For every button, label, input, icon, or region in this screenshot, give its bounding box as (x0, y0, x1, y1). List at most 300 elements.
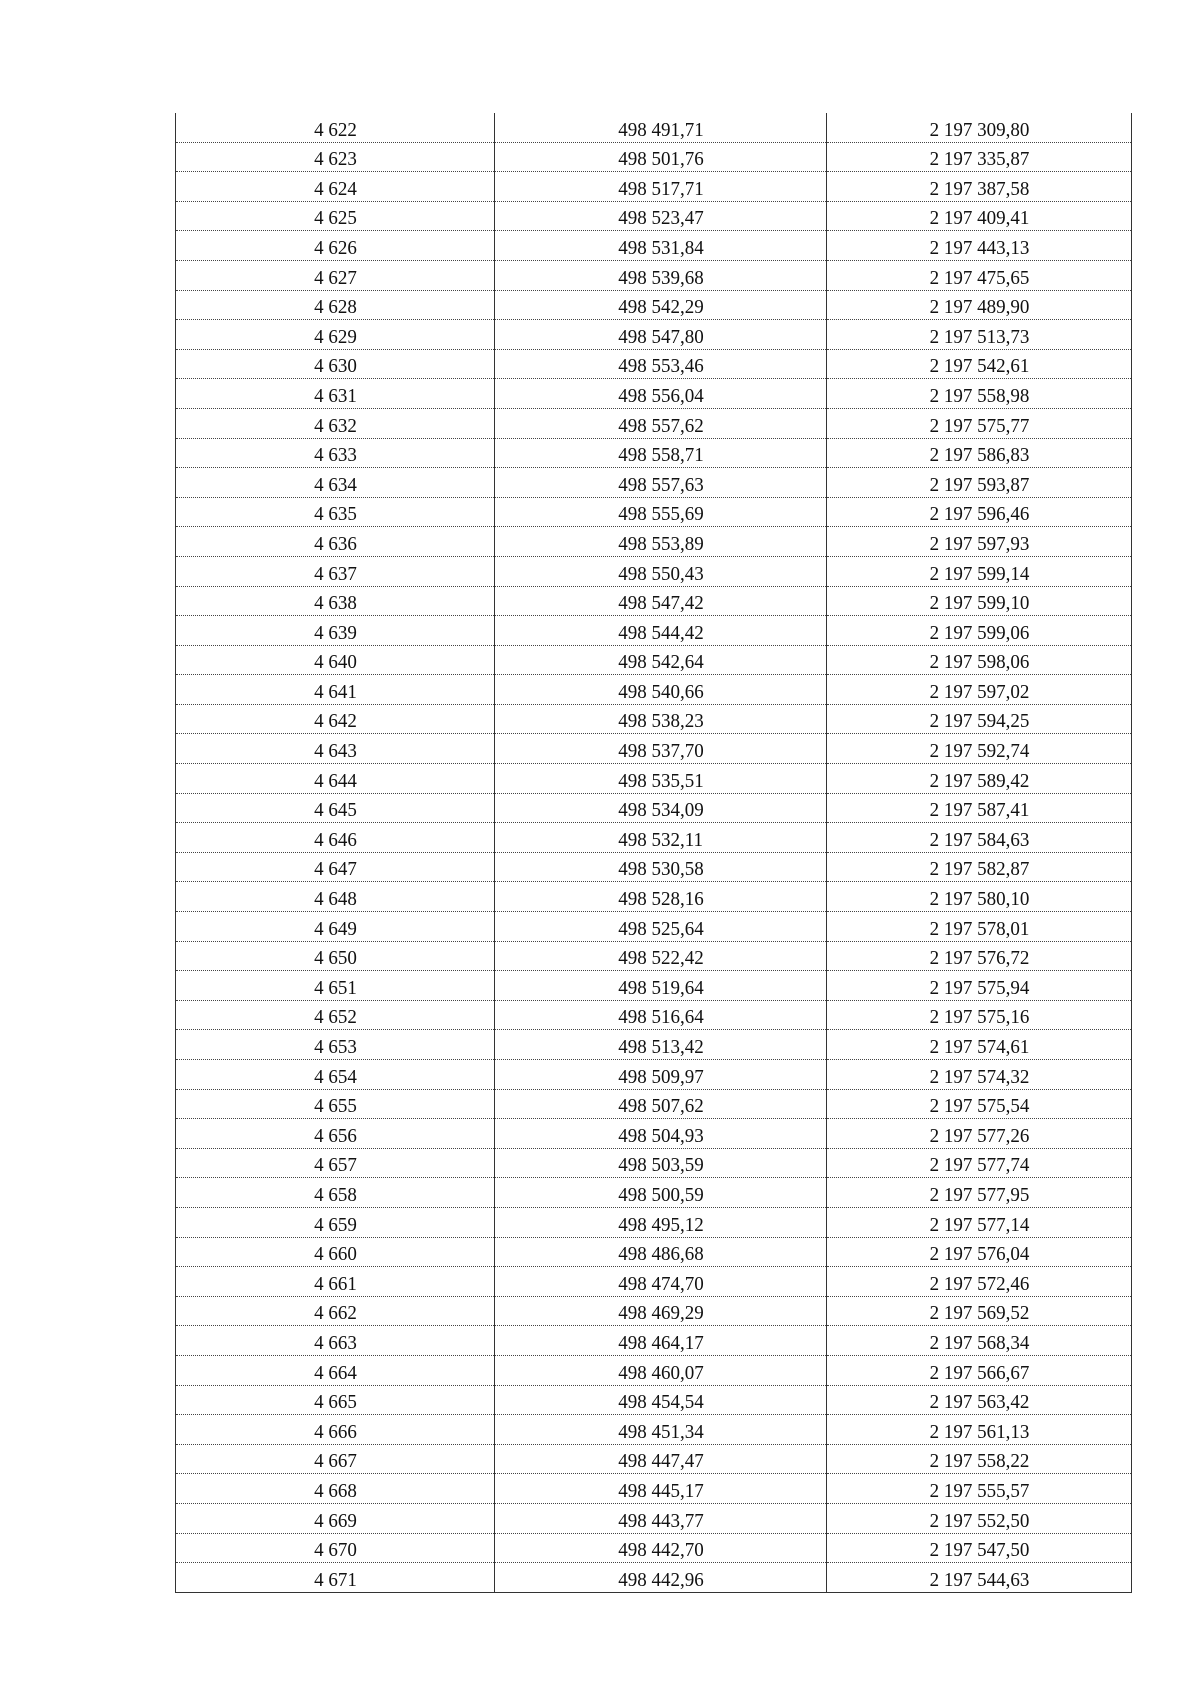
point-number-cell-value: 4 626 (313, 236, 357, 259)
point-number-cell (176, 497, 495, 527)
table-row (176, 823, 1132, 853)
table-row (176, 1089, 1132, 1119)
point-number-cell (176, 438, 495, 468)
x-coordinate-cell (495, 1533, 827, 1563)
x-coordinate-cell (495, 290, 827, 320)
x-coordinate-cell (495, 1148, 827, 1178)
y-coordinate-cell (827, 1355, 1132, 1385)
point-number-cell-value: 4 659 (313, 1213, 357, 1236)
x-coordinate-cell-value: 498 547,80 (617, 325, 704, 348)
point-number-cell-value: 4 671 (313, 1568, 357, 1591)
table-row (176, 675, 1132, 705)
y-coordinate-cell (827, 941, 1132, 971)
x-coordinate-cell-value: 498 555,69 (617, 503, 704, 526)
x-coordinate-cell-value: 498 534,09 (617, 799, 704, 822)
x-coordinate-cell-value: 498 486,68 (617, 1243, 704, 1266)
table-row (176, 556, 1132, 586)
point-number-cell (176, 1444, 495, 1474)
point-number-cell (176, 852, 495, 882)
x-coordinate-cell-value: 498 544,42 (617, 621, 704, 644)
y-coordinate-cell (827, 882, 1132, 912)
table-row (176, 1207, 1132, 1237)
x-coordinate-cell (495, 142, 827, 172)
table-row (176, 1474, 1132, 1504)
x-coordinate-cell (495, 1474, 827, 1504)
x-coordinate-cell (495, 1119, 827, 1149)
x-coordinate-cell (495, 1267, 827, 1297)
coordinates-table-body (176, 113, 1132, 1592)
y-coordinate-cell-value: 2 197 568,34 (929, 1331, 1029, 1354)
point-number-cell-value: 4 625 (313, 207, 357, 230)
y-coordinate-cell-value: 2 197 513,73 (929, 325, 1029, 348)
y-coordinate-cell-value: 2 197 475,65 (929, 266, 1029, 289)
y-coordinate-cell-value: 2 197 566,67 (929, 1361, 1029, 1384)
y-coordinate-cell (827, 408, 1132, 438)
point-number-cell (176, 1474, 495, 1504)
point-number-cell (176, 941, 495, 971)
point-number-cell-value: 4 644 (313, 769, 357, 792)
x-coordinate-cell-value: 498 539,68 (617, 266, 704, 289)
point-number-cell-value: 4 632 (313, 414, 357, 437)
point-number-cell-value: 4 650 (313, 947, 357, 970)
y-coordinate-cell-value: 2 197 582,87 (929, 858, 1029, 881)
x-coordinate-cell-value: 498 547,42 (617, 592, 704, 615)
y-coordinate-cell (827, 379, 1132, 409)
y-coordinate-cell (827, 260, 1132, 290)
x-coordinate-cell (495, 912, 827, 942)
point-number-cell-value: 4 657 (313, 1154, 357, 1177)
point-number-cell (176, 882, 495, 912)
x-coordinate-cell-value: 498 442,96 (617, 1568, 704, 1591)
y-coordinate-cell-value: 2 197 584,63 (929, 828, 1029, 851)
point-number-cell-value: 4 640 (313, 651, 357, 674)
y-coordinate-cell-value: 2 197 598,06 (929, 651, 1029, 674)
point-number-cell (176, 1119, 495, 1149)
x-coordinate-cell-value: 498 535,51 (617, 769, 704, 792)
point-number-cell-value: 4 637 (313, 562, 357, 585)
point-number-cell-value: 4 655 (313, 1095, 357, 1118)
point-number-cell (176, 527, 495, 557)
x-coordinate-cell-value: 498 443,77 (617, 1509, 704, 1532)
x-coordinate-cell (495, 1237, 827, 1267)
y-coordinate-cell (827, 497, 1132, 527)
y-coordinate-cell-value: 2 197 575,77 (929, 414, 1029, 437)
y-coordinate-cell (827, 704, 1132, 734)
y-coordinate-cell (827, 290, 1132, 320)
x-coordinate-cell-value: 498 501,76 (617, 148, 704, 171)
y-coordinate-cell (827, 468, 1132, 498)
y-coordinate-cell-value: 2 197 575,16 (929, 1006, 1029, 1029)
table-row (176, 793, 1132, 823)
table-row (176, 704, 1132, 734)
table-row (176, 971, 1132, 1001)
table-row (176, 912, 1132, 942)
point-number-cell (176, 734, 495, 764)
table-row (176, 882, 1132, 912)
x-coordinate-cell (495, 1563, 827, 1593)
y-coordinate-cell (827, 1444, 1132, 1474)
x-coordinate-cell-value: 498 530,58 (617, 858, 704, 881)
point-number-cell-value: 4 641 (313, 680, 357, 703)
point-number-cell (176, 172, 495, 202)
x-coordinate-cell (495, 1089, 827, 1119)
y-coordinate-cell (827, 1178, 1132, 1208)
x-coordinate-cell-value: 498 542,64 (617, 651, 704, 674)
table-row (176, 852, 1132, 882)
y-coordinate-cell-value: 2 197 575,94 (929, 976, 1029, 999)
y-coordinate-cell (827, 1000, 1132, 1030)
point-number-cell-value: 4 629 (313, 325, 357, 348)
x-coordinate-cell (495, 527, 827, 557)
point-number-cell (176, 1060, 495, 1090)
x-coordinate-cell (495, 1503, 827, 1533)
x-coordinate-cell-value: 498 469,29 (617, 1302, 704, 1325)
table-row (176, 260, 1132, 290)
table-row (176, 1533, 1132, 1563)
x-coordinate-cell-value: 498 537,70 (617, 740, 704, 763)
table-row (176, 1563, 1132, 1593)
y-coordinate-cell (827, 1119, 1132, 1149)
table-row (176, 1444, 1132, 1474)
point-number-cell-value: 4 670 (313, 1539, 357, 1562)
x-coordinate-cell-value: 498 454,54 (617, 1391, 704, 1414)
x-coordinate-cell (495, 704, 827, 734)
y-coordinate-cell-value: 2 197 577,74 (929, 1154, 1029, 1177)
x-coordinate-cell-value: 498 556,04 (617, 384, 704, 407)
table-row (176, 231, 1132, 261)
y-coordinate-cell-value: 2 197 597,02 (929, 680, 1029, 703)
x-coordinate-cell (495, 734, 827, 764)
x-coordinate-cell (495, 379, 827, 409)
y-coordinate-cell-value: 2 197 569,52 (929, 1302, 1029, 1325)
point-number-cell (176, 1000, 495, 1030)
coordinates-table (175, 113, 1132, 1593)
x-coordinate-cell-value: 498 540,66 (617, 680, 704, 703)
table-row (176, 941, 1132, 971)
point-number-cell-value: 4 661 (313, 1272, 357, 1295)
y-coordinate-cell-value: 2 197 544,63 (929, 1568, 1029, 1591)
x-coordinate-cell-value: 498 513,42 (617, 1036, 704, 1058)
x-coordinate-cell-value: 498 538,23 (617, 710, 704, 733)
x-coordinate-cell (495, 971, 827, 1001)
x-coordinate-cell (495, 497, 827, 527)
table-row (176, 527, 1132, 557)
x-coordinate-cell-value: 498 550,43 (617, 562, 704, 585)
y-coordinate-cell-value: 2 197 597,93 (929, 532, 1029, 555)
table-row (176, 468, 1132, 498)
x-coordinate-cell-value: 498 464,17 (617, 1331, 704, 1354)
y-coordinate-cell (827, 1503, 1132, 1533)
point-number-cell-value: 4 647 (313, 858, 357, 881)
point-number-cell (176, 971, 495, 1001)
x-coordinate-cell (495, 113, 827, 142)
y-coordinate-cell (827, 113, 1132, 142)
y-coordinate-cell (827, 1415, 1132, 1445)
point-number-cell-value: 4 645 (313, 799, 357, 822)
table-row (176, 379, 1132, 409)
point-number-cell-value: 4 627 (313, 266, 357, 289)
point-number-cell-value: 4 651 (313, 976, 357, 999)
table-row (176, 497, 1132, 527)
y-coordinate-cell (827, 1237, 1132, 1267)
x-coordinate-cell-value: 498 491,71 (617, 118, 704, 141)
table-row (176, 201, 1132, 231)
y-coordinate-cell (827, 1533, 1132, 1563)
x-coordinate-cell (495, 1000, 827, 1030)
point-number-cell (176, 408, 495, 438)
point-number-cell-value: 4 639 (313, 621, 357, 644)
y-coordinate-cell (827, 231, 1132, 261)
x-coordinate-cell-value: 498 503,59 (617, 1154, 704, 1177)
table-row (176, 1148, 1132, 1178)
x-coordinate-cell (495, 201, 827, 231)
y-coordinate-cell-value: 2 197 572,46 (929, 1272, 1029, 1295)
y-coordinate-cell (827, 1385, 1132, 1415)
point-number-cell (176, 113, 495, 142)
point-number-cell (176, 912, 495, 942)
x-coordinate-cell (495, 1207, 827, 1237)
table-row (176, 1385, 1132, 1415)
x-coordinate-cell (495, 556, 827, 586)
point-number-cell (176, 793, 495, 823)
y-coordinate-cell (827, 793, 1132, 823)
x-coordinate-cell (495, 438, 827, 468)
point-number-cell-value: 4 628 (313, 296, 357, 319)
point-number-cell-value: 4 669 (313, 1509, 357, 1532)
x-coordinate-cell (495, 616, 827, 646)
point-number-cell-value: 4 635 (313, 503, 357, 526)
point-number-cell (176, 1415, 495, 1445)
point-number-cell-value: 4 643 (313, 740, 357, 763)
y-coordinate-cell-value: 2 197 593,87 (929, 473, 1029, 496)
y-coordinate-cell (827, 201, 1132, 231)
x-coordinate-cell-value: 498 558,71 (617, 444, 704, 467)
y-coordinate-cell (827, 320, 1132, 350)
point-number-cell (176, 1237, 495, 1267)
table-row (176, 1326, 1132, 1356)
table-row (176, 645, 1132, 675)
y-coordinate-cell (827, 1207, 1132, 1237)
point-number-cell-value: 4 634 (313, 473, 357, 496)
point-number-cell-value: 4 648 (313, 888, 357, 911)
table-row (176, 320, 1132, 350)
y-coordinate-cell (827, 1030, 1132, 1060)
x-coordinate-cell-value: 498 495,12 (617, 1213, 704, 1236)
y-coordinate-cell-value: 2 197 558,22 (929, 1450, 1029, 1473)
x-coordinate-cell (495, 793, 827, 823)
point-number-cell-value: 4 624 (313, 177, 357, 200)
y-coordinate-cell-value: 2 197 574,61 (929, 1036, 1029, 1058)
x-coordinate-cell (495, 1296, 827, 1326)
x-coordinate-cell (495, 1326, 827, 1356)
x-coordinate-cell-value: 498 557,62 (617, 414, 704, 437)
point-number-cell-value: 4 633 (313, 444, 357, 467)
x-coordinate-cell-value: 498 531,84 (617, 236, 704, 259)
y-coordinate-cell-value: 2 197 577,95 (929, 1183, 1029, 1206)
point-number-cell (176, 586, 495, 616)
y-coordinate-cell (827, 616, 1132, 646)
point-number-cell-value: 4 664 (313, 1361, 357, 1384)
point-number-cell (176, 616, 495, 646)
y-coordinate-cell (827, 971, 1132, 1001)
x-coordinate-cell (495, 1178, 827, 1208)
point-number-cell-value: 4 631 (313, 384, 357, 407)
x-coordinate-cell (495, 1415, 827, 1445)
x-coordinate-cell-value: 498 442,70 (617, 1539, 704, 1562)
point-number-cell-value: 4 636 (313, 532, 357, 555)
x-coordinate-cell (495, 320, 827, 350)
table-row (176, 616, 1132, 646)
point-number-cell-value: 4 638 (313, 592, 357, 615)
table-row (176, 1415, 1132, 1445)
y-coordinate-cell-value: 2 197 574,32 (929, 1065, 1029, 1088)
x-coordinate-cell-value: 498 525,64 (617, 917, 704, 940)
point-number-cell-value: 4 662 (313, 1302, 357, 1325)
y-coordinate-cell (827, 734, 1132, 764)
x-coordinate-cell-value: 498 504,93 (617, 1124, 704, 1147)
table-row (176, 1267, 1132, 1297)
y-coordinate-cell-value: 2 197 576,04 (929, 1243, 1029, 1266)
table-row (176, 1503, 1132, 1533)
point-number-cell (176, 704, 495, 734)
point-number-cell (176, 764, 495, 794)
y-coordinate-cell (827, 1296, 1132, 1326)
y-coordinate-cell-value: 2 197 558,98 (929, 384, 1029, 407)
table-row (176, 1030, 1132, 1060)
y-coordinate-cell-value: 2 197 552,50 (929, 1509, 1029, 1532)
point-number-cell (176, 1089, 495, 1119)
y-coordinate-cell-value: 2 197 596,46 (929, 503, 1029, 526)
table-row (176, 408, 1132, 438)
x-coordinate-cell-value: 498 542,29 (617, 296, 704, 319)
y-coordinate-cell-value: 2 197 577,14 (929, 1213, 1029, 1236)
y-coordinate-cell (827, 1148, 1132, 1178)
point-number-cell-value: 4 656 (313, 1124, 357, 1147)
y-coordinate-cell-value: 2 197 594,25 (929, 710, 1029, 733)
x-coordinate-cell (495, 349, 827, 379)
point-number-cell (176, 290, 495, 320)
point-number-cell (176, 379, 495, 409)
point-number-cell (176, 1563, 495, 1593)
x-coordinate-cell (495, 823, 827, 853)
x-coordinate-cell-value: 498 532,11 (618, 828, 703, 851)
y-coordinate-cell (827, 556, 1132, 586)
y-coordinate-cell (827, 349, 1132, 379)
point-number-cell (176, 231, 495, 261)
point-number-cell (176, 320, 495, 350)
point-number-cell (176, 823, 495, 853)
x-coordinate-cell-value: 498 523,47 (617, 207, 704, 230)
x-coordinate-cell-value: 498 500,59 (617, 1183, 704, 1206)
x-coordinate-cell (495, 1385, 827, 1415)
table-row (176, 586, 1132, 616)
y-coordinate-cell-value: 2 197 586,83 (929, 444, 1029, 467)
point-number-cell (176, 1296, 495, 1326)
x-coordinate-cell-value: 498 553,89 (617, 532, 704, 555)
y-coordinate-cell-value: 2 197 309,80 (929, 118, 1029, 141)
point-number-cell (176, 468, 495, 498)
y-coordinate-cell (827, 527, 1132, 557)
x-coordinate-cell-value: 498 557,63 (617, 473, 704, 496)
y-coordinate-cell (827, 852, 1132, 882)
y-coordinate-cell (827, 1474, 1132, 1504)
y-coordinate-cell-value: 2 197 592,74 (929, 740, 1029, 763)
y-coordinate-cell-value: 2 197 587,41 (929, 799, 1029, 822)
x-coordinate-cell (495, 1060, 827, 1090)
x-coordinate-cell-value: 498 509,97 (617, 1065, 704, 1088)
x-coordinate-cell-value: 498 519,64 (617, 976, 704, 999)
x-coordinate-cell (495, 645, 827, 675)
y-coordinate-cell-value: 2 197 387,58 (929, 177, 1029, 200)
point-number-cell-value: 4 649 (313, 917, 357, 940)
x-coordinate-cell-value: 498 522,42 (617, 947, 704, 970)
point-number-cell (176, 1030, 495, 1060)
table-row (176, 1119, 1132, 1149)
point-number-cell-value: 4 646 (313, 828, 357, 851)
x-coordinate-cell (495, 882, 827, 912)
x-coordinate-cell (495, 468, 827, 498)
y-coordinate-cell (827, 912, 1132, 942)
table-row (176, 113, 1132, 142)
point-number-cell (176, 1326, 495, 1356)
y-coordinate-cell (827, 823, 1132, 853)
x-coordinate-cell-value: 498 553,46 (617, 355, 704, 378)
point-number-cell-value: 4 654 (313, 1065, 357, 1088)
y-coordinate-cell-value: 2 197 547,50 (929, 1539, 1029, 1562)
x-coordinate-cell-value: 498 528,16 (617, 888, 704, 911)
x-coordinate-cell (495, 260, 827, 290)
x-coordinate-cell (495, 675, 827, 705)
point-number-cell-value: 4 663 (313, 1331, 357, 1354)
y-coordinate-cell-value: 2 197 580,10 (929, 888, 1029, 911)
point-number-cell-value: 4 667 (313, 1450, 357, 1473)
y-coordinate-cell-value: 2 197 589,42 (929, 769, 1029, 792)
x-coordinate-cell-value: 498 445,17 (617, 1479, 704, 1502)
y-coordinate-cell-value: 2 197 489,90 (929, 296, 1029, 319)
x-coordinate-cell (495, 586, 827, 616)
table-row (176, 1000, 1132, 1030)
x-coordinate-cell-value: 498 474,70 (617, 1272, 704, 1295)
table-row (176, 1178, 1132, 1208)
y-coordinate-cell-value: 2 197 335,87 (929, 148, 1029, 171)
point-number-cell-value: 4 666 (313, 1420, 357, 1443)
point-number-cell (176, 142, 495, 172)
point-number-cell (176, 1267, 495, 1297)
y-coordinate-cell-value: 2 197 599,10 (929, 592, 1029, 615)
x-coordinate-cell (495, 764, 827, 794)
y-coordinate-cell-value: 2 197 599,06 (929, 621, 1029, 644)
point-number-cell (176, 1207, 495, 1237)
table-row (176, 349, 1132, 379)
y-coordinate-cell (827, 675, 1132, 705)
table-row (176, 1060, 1132, 1090)
point-number-cell (176, 1148, 495, 1178)
y-coordinate-cell-value: 2 197 575,54 (929, 1095, 1029, 1118)
y-coordinate-cell (827, 1267, 1132, 1297)
x-coordinate-cell (495, 941, 827, 971)
y-coordinate-cell-value: 2 197 599,14 (929, 562, 1029, 585)
table-row (176, 438, 1132, 468)
point-number-cell (176, 1503, 495, 1533)
y-coordinate-cell-value: 2 197 578,01 (929, 917, 1029, 940)
point-number-cell (176, 201, 495, 231)
x-coordinate-cell (495, 1030, 827, 1060)
x-coordinate-cell (495, 231, 827, 261)
y-coordinate-cell (827, 172, 1132, 202)
point-number-cell (176, 349, 495, 379)
x-coordinate-cell-value: 498 447,47 (617, 1450, 704, 1473)
point-number-cell (176, 645, 495, 675)
